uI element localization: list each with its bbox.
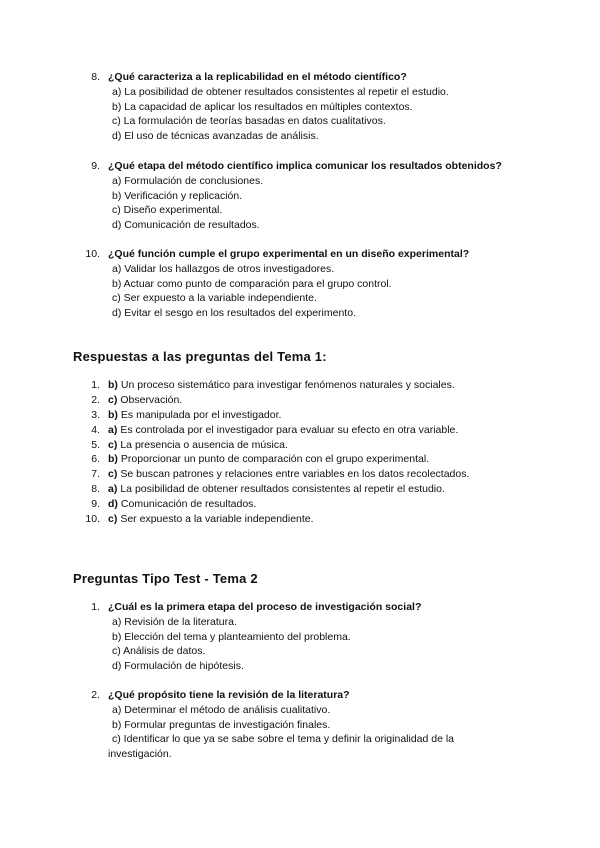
answer-letter: a) <box>108 423 118 436</box>
question-number: 8. <box>91 71 100 83</box>
answer-letter: b) <box>108 453 118 466</box>
option: b) Formular preguntas de investigación finales. <box>112 718 331 731</box>
question-text: ¿Qué caracteriza a la replicabilidad en el método científico? <box>108 71 407 83</box>
option: b) Verificación y replicación. <box>112 189 243 202</box>
question-number: 10. <box>85 248 100 260</box>
answer-text: Observación. <box>120 393 183 406</box>
list-item <box>0 482 600 497</box>
question-item <box>0 70 600 85</box>
option: d) Comunicación de resultados. <box>112 218 260 231</box>
answer-letter: d) <box>108 498 118 511</box>
option: b) Actuar como punto de comparación para el grupo control. <box>112 277 392 290</box>
list-item <box>0 512 600 527</box>
answer-number: 9. <box>91 498 100 511</box>
question-block <box>0 247 600 320</box>
answer-letter: c) <box>108 438 118 451</box>
question-item <box>0 247 600 262</box>
option: b) La capacidad de aplicar los resultados en múltiples contextos. <box>112 100 413 113</box>
option: d) Evitar el sesgo en los resultados del experimento. <box>112 306 356 319</box>
question-block <box>0 600 600 673</box>
answer-text: Es controlada por el investigador para evaluar su efecto en otra variable. <box>120 423 459 436</box>
option: a) Validar los hallazgos de otros investigadores. <box>112 263 335 275</box>
question-text: ¿Qué etapa del método científico implica comunicar los resultados obtenidos? <box>108 160 502 172</box>
answer-text: Ser expuesto a la variable independiente. <box>120 513 314 526</box>
option: c) La formulación de teorías basadas en datos cualitativos. <box>112 115 386 128</box>
answer-letter: b) <box>108 408 118 421</box>
list-item <box>0 452 600 467</box>
question-item <box>0 600 600 615</box>
option: d) El uso de técnicas avanzadas de análisis. <box>112 129 319 142</box>
option: a) Revisión de la literatura. <box>112 616 237 628</box>
list-item <box>0 423 600 438</box>
list-item <box>0 408 600 423</box>
question-text: ¿Qué función cumple el grupo experimental en un diseño experimental? <box>108 248 470 260</box>
list-item <box>0 438 600 453</box>
option: a) Formulación de conclusiones. <box>112 175 264 187</box>
question-number: 2. <box>91 689 100 701</box>
answer-number: 3. <box>91 408 100 421</box>
answer-text: La presencia o ausencia de música. <box>120 438 288 451</box>
answer-letter: b) <box>108 379 118 391</box>
answer-number: 4. <box>91 423 100 436</box>
list-item <box>0 497 600 512</box>
answer-text: Proporcionar un punto de comparación con el grupo experimental. <box>120 453 430 466</box>
answer-number: 7. <box>91 468 100 481</box>
question-block <box>0 70 600 143</box>
question-text: ¿Qué propósito tiene la revisión de la literatura? <box>108 689 350 701</box>
answer-text: La posibilidad de obtener resultados consistentes al repetir el estudio. <box>120 483 445 496</box>
question-number: 9. <box>91 160 100 172</box>
question-item <box>0 159 600 174</box>
question-block <box>0 688 600 761</box>
answer-letter: c) <box>108 468 118 481</box>
question-block <box>0 159 600 232</box>
tema2-heading: Preguntas Tipo Test - Tema 2 <box>73 571 258 586</box>
answer-text: Un proceso sistemático para investigar fenómenos naturales y sociales. <box>120 379 455 391</box>
option: b) Elección del tema y planteamiento del problema. <box>112 630 351 643</box>
option: c) Análisis de datos. <box>112 645 206 658</box>
answers-list <box>0 378 600 527</box>
answer-number: 5. <box>91 438 100 451</box>
answer-text: Es manipulada por el investigador. <box>120 408 282 421</box>
answer-text: Se buscan patrones y relaciones entre variables en los datos recolectados. <box>120 468 470 481</box>
list-item <box>0 467 600 482</box>
answer-letter: a) <box>108 483 118 496</box>
question-text: ¿Cuál es la primera etapa del proceso de investigación social? <box>108 601 422 613</box>
option: a) Determinar el método de análisis cualitativo. <box>112 704 331 716</box>
question-item <box>0 688 600 703</box>
answer-number: 1. <box>91 379 100 391</box>
answer-text: Comunicación de resultados. <box>120 498 257 511</box>
answer-letter: c) <box>108 513 118 526</box>
answer-number: 8. <box>91 483 100 496</box>
answer-letter: c) <box>108 393 118 406</box>
answer-number: 10. <box>85 513 100 526</box>
answer-number: 6. <box>91 453 100 466</box>
answer-number: 2. <box>91 393 100 406</box>
list-item <box>0 378 600 393</box>
question-number: 1. <box>91 601 100 613</box>
option: a) La posibilidad de obtener resultados consistentes al repetir el estudio. <box>112 86 449 98</box>
option: d) Formulación de hipótesis. <box>112 659 244 672</box>
answers-heading: Respuestas a las preguntas del Tema 1: <box>73 349 327 364</box>
list-item <box>0 393 600 408</box>
option: c) Identificar lo que ya se sabe sobre el tema y definir la originalidad de la investigación. <box>108 733 455 760</box>
option: c) Ser expuesto a la variable independiente. <box>112 292 317 305</box>
option: c) Diseño experimental. <box>112 204 223 217</box>
